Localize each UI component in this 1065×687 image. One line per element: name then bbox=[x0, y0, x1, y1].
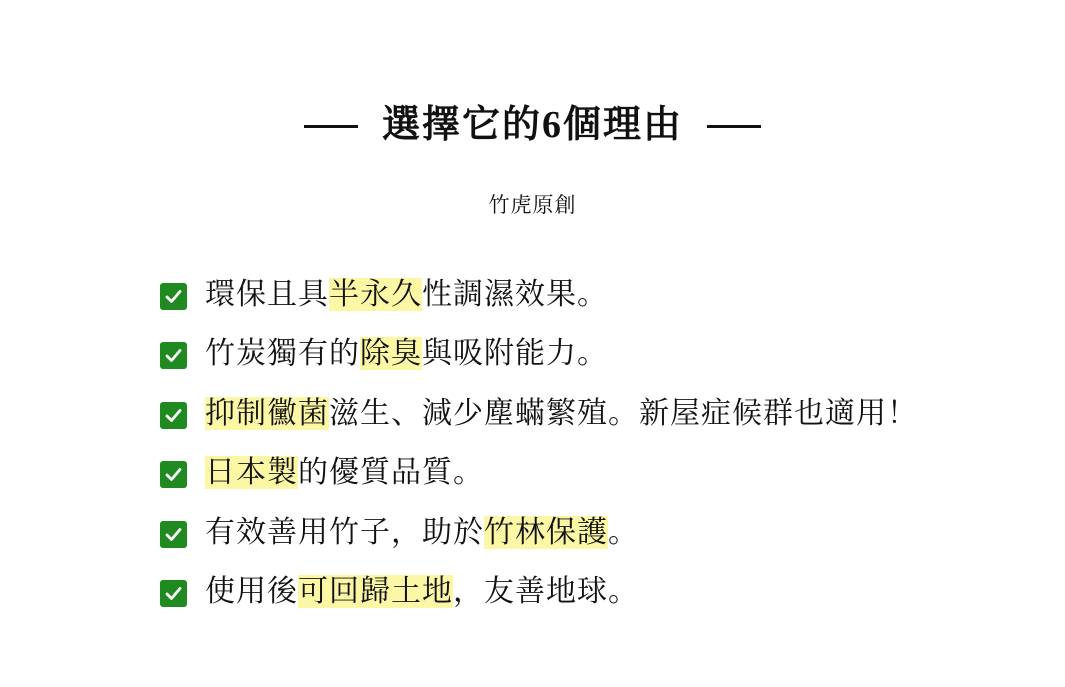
highlighted-text: 半永久 bbox=[329, 277, 422, 311]
list-item-text bbox=[205, 453, 484, 494]
plain-text: 與吸附能力。 bbox=[422, 337, 608, 370]
list-item bbox=[160, 453, 1065, 494]
highlighted-text: 可回歸土地 bbox=[298, 575, 453, 608]
title-rule-left bbox=[304, 125, 358, 128]
plain-text: 使用後 bbox=[205, 575, 298, 608]
highlighted-text: 竹林保護 bbox=[484, 515, 608, 549]
check-icon bbox=[160, 461, 187, 488]
highlighted-text: 抑制黴菌 bbox=[205, 396, 329, 430]
plain-text: 竹炭獨有的 bbox=[205, 337, 360, 370]
check-icon bbox=[160, 402, 187, 429]
title-rule-right bbox=[707, 125, 761, 128]
plain-text: 有效善用竹子，助於 bbox=[205, 515, 484, 549]
list-item-text bbox=[205, 572, 639, 613]
list-item bbox=[160, 275, 1065, 316]
header bbox=[0, 0, 1065, 219]
check-icon bbox=[160, 580, 187, 607]
check-icon bbox=[160, 521, 187, 548]
highlighted-text: 除臭 bbox=[360, 337, 422, 370]
plain-text: 。 bbox=[608, 515, 639, 549]
plain-text: 環保且具 bbox=[205, 277, 329, 311]
plain-text: ，友善地球。 bbox=[453, 575, 639, 608]
plain-text: 滋生、減少塵蟎繁殖。新屋症候群也適用！ bbox=[329, 396, 918, 430]
page-subtitle: 竹虎原創 bbox=[488, 193, 577, 217]
plain-text: 性調濕效果。 bbox=[422, 277, 608, 311]
list-item bbox=[160, 572, 1065, 613]
plain-text: 的優質品質。 bbox=[298, 456, 484, 489]
highlighted-text: 日本製 bbox=[205, 456, 298, 489]
check-icon bbox=[160, 342, 187, 369]
list-item-text bbox=[205, 275, 608, 316]
list-item bbox=[160, 394, 1065, 435]
check-icon bbox=[160, 283, 187, 310]
list-item bbox=[160, 334, 1065, 375]
page-title: 選擇它的6個理由 bbox=[381, 104, 683, 147]
list-item-text bbox=[205, 513, 639, 554]
list-item-text bbox=[205, 334, 608, 375]
list-item bbox=[160, 513, 1065, 554]
reason-list bbox=[0, 275, 1065, 613]
title-row bbox=[0, 78, 1065, 175]
list-item-text bbox=[205, 394, 918, 435]
